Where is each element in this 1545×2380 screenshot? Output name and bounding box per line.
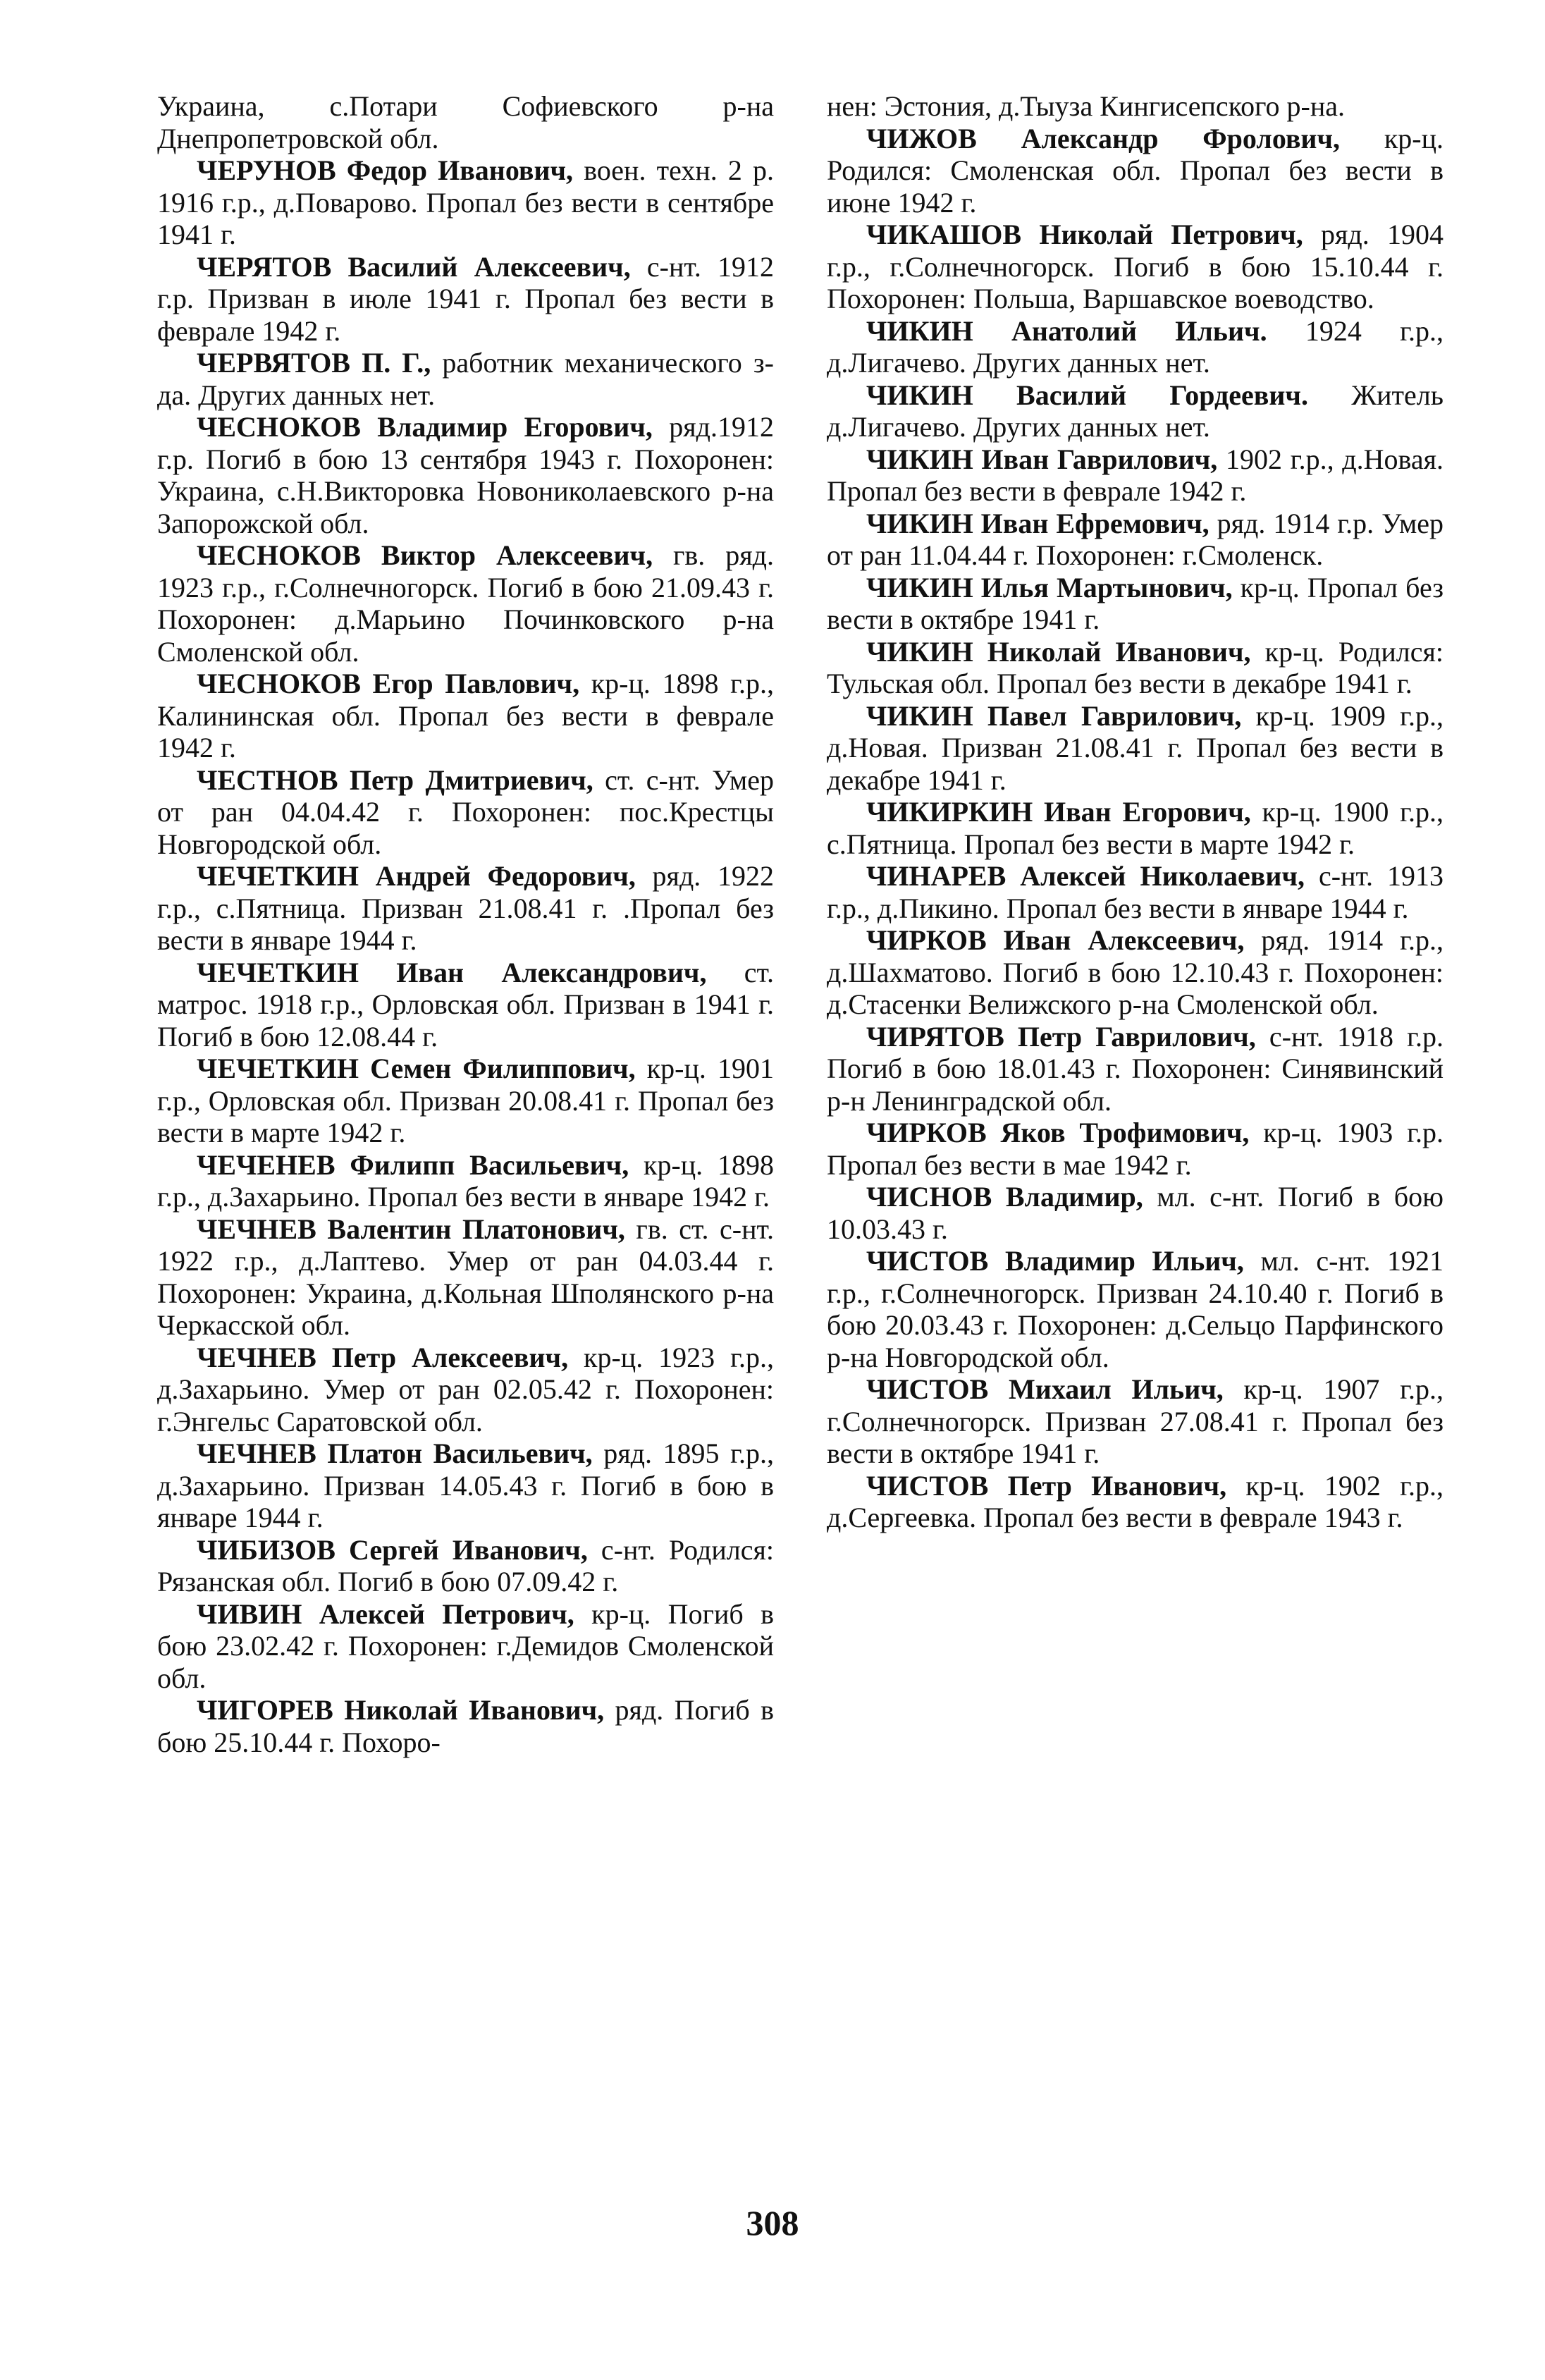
left-column (157, 90, 774, 1758)
register-entry (827, 219, 1444, 315)
register-entry (157, 668, 774, 764)
entry-name: ЧЕРУНОВ Федор Иванович, (197, 154, 574, 186)
register-entry (157, 90, 774, 154)
register-entry (157, 1053, 774, 1149)
entry-text: кр-ц. 1900 г.р., с.Пятница. Пропал без вести в марте 1942 г. (827, 796, 1444, 860)
entry-name: ЧИБИЗОВ Сергей Иванович, (197, 1533, 588, 1566)
entry-name: ЧИКИН Иван Ефремович, (866, 507, 1209, 539)
entry-text: ряд. 1904 г.р., г.Солнечногорск. Погиб в бою 15.10.44 г. Похоронен: Польша, Варшавское воеводство. (827, 219, 1444, 314)
entry-name: ЧИСНОВ Владимир, (866, 1181, 1143, 1213)
entry-name: ЧИСТОВ Михаил Ильич, (866, 1373, 1224, 1405)
entry-text: кр-ц. Пропал без вести в октябре 1941 г. (827, 571, 1444, 635)
entry-text: с-нт. 1912 г.р. Призван в июле 1941 г. Пропал без вести в феврале 1942 г. (157, 250, 774, 347)
register-entry (827, 123, 1444, 219)
entry-text: с-нт. 1913 г.р., д.Пикино. Пропал без вести в январе 1944 г. (827, 860, 1444, 924)
entry-name: ЧЕСТНОВ Петр Дмитриевич, (197, 763, 593, 796)
entry-text: кр-ц. 1903 г.р. Пропал без вести в мае 1942 г. (827, 1117, 1444, 1181)
register-entry (827, 700, 1444, 797)
entry-text: кр-ц. Погиб в бою 23.02.42 г. Похоронен: г.Демидов Смоленской обл. (157, 1597, 774, 1694)
register-entry (157, 539, 774, 668)
entry-text: нен: Эстония, д.Тыуза Кингисепского р-на. (827, 90, 1345, 122)
register-entry (157, 347, 774, 411)
entry-text: Житель д.Лигачево. Других данных нет. (827, 379, 1444, 443)
register-entry (827, 1181, 1444, 1245)
entry-name: ЧЕЧЕТКИН Семен Филиппович, (197, 1053, 636, 1084)
entry-text: кр-ц. 1923 г.р., д.Захарьино. Умер от ран 02.05.42 г. Похоронен: г.Энгельс Саратовской обл. (157, 1341, 775, 1437)
entry-text: ряд. Погиб в бою 25.10.44 г. Похоро- (157, 1694, 774, 1758)
entry-name: ЧЕСНОКОВ Виктор Алексеевич, (197, 539, 653, 571)
entry-text: мл. с-нт. 1921 г.р., г.Солнечногорск. Призван 24.10.40 г. Погиб в бою 20.03.43 г. Похоронен: д.Сельцо Парфинского р-на Новгородской обл. (827, 1245, 1444, 1373)
entry-name: ЧИГОРЕВ Николай Иванович, (197, 1694, 605, 1726)
right-column (827, 90, 1444, 1534)
entry-text: ряд. 1914 г.р. Умер от ран 11.04.44 г. Похоронен: г.Смоленск. (827, 507, 1444, 571)
entry-text: ряд. 1914 г.р., д.Шахматово. Погиб в бою 12.10.43 г. Похоронен: д.Стасенки Велижского р-на Смоленской обл. (827, 924, 1444, 1020)
entry-name: ЧЕЧНЕВ Петр Алексеевич, (197, 1341, 569, 1373)
entry-name: ЧИКИН Павел Гаврилович, (866, 699, 1242, 732)
entry-name: ЧИЖОВ Александр Фролович, (866, 122, 1341, 154)
entry-name: ЧЕРЯТОВ Василий Алексеевич, (197, 250, 631, 283)
register-entry (157, 1437, 774, 1534)
register-entry (827, 1373, 1444, 1470)
register-entry (827, 860, 1444, 924)
register-entry (157, 411, 774, 539)
entry-text: гв. ст. с-нт. 1922 г.р., д.Лаптево. Умер от ран 04.03.44 г. Похоронен: Украина, д.Кольная Шполянского р-на Черкасской обл. (157, 1213, 774, 1341)
entry-name: ЧИНАРЕВ Алексей Николаевич, (866, 860, 1305, 892)
register-entry (157, 1149, 774, 1213)
register-entry (827, 924, 1444, 1021)
register-entry (827, 1021, 1444, 1117)
page-number: 308 (746, 2203, 799, 2243)
entry-name: ЧИКИН Василий Гордеевич. (866, 379, 1308, 411)
entry-text: гв. ряд. 1923 г.р., г.Солнечногорск. Погиб в бою 21.09.43 г. Похоронен: д.Марьино Починковского р-на Смоленской обл. (157, 539, 774, 668)
entry-text: ст. матрос. 1918 г.р., Орловская обл. Призван в 1941 г. Погиб в бою 12.08.44 г. (157, 956, 774, 1053)
entry-name: ЧИКИН Николай Иванович, (866, 635, 1251, 668)
entry-name: ЧИСТОВ Петр Иванович, (866, 1469, 1227, 1502)
entry-name: ЧИРКОВ Иван Алексеевич, (866, 924, 1245, 956)
register-entry (827, 443, 1444, 508)
entry-text: ряд.1912 г.р. Погиб в бою 13 сентября 1943 г. Похоронен: Украина, с.Н.Викторовка Новониколаевского р-на Запорожской обл. (157, 411, 775, 539)
register-entry (827, 636, 1444, 700)
register-entry (827, 379, 1444, 443)
register-entry (157, 1534, 774, 1598)
entry-name: ЧЕСНОКОВ Владимир Егорович, (197, 411, 653, 443)
entry-name: ЧИВИН Алексей Петрович, (197, 1597, 574, 1630)
entry-name: ЧИСТОВ Владимир Ильич, (866, 1245, 1244, 1277)
register-entry (157, 860, 774, 957)
entry-name: ЧЕЧНЕВ Валентин Платонович, (197, 1213, 625, 1245)
entry-name: ЧИКИН Илья Мартынович, (866, 571, 1233, 603)
register-entry (827, 90, 1444, 123)
entry-name: ЧЕЧНЕВ Платон Васильевич, (197, 1437, 593, 1469)
entry-name: ЧИКАШОВ Николай Петрович, (866, 219, 1303, 250)
entry-name: ЧИРКОВ Яков Трофимович, (866, 1117, 1250, 1148)
entry-text: воен. техн. 2 р. 1916 г.р., д.Поварово. Пропал без вести в сентябре 1941 г. (157, 154, 774, 250)
entry-text: кр-ц. 1909 г.р., д.Новая. Призван 21.08.41 г. Пропал без вести в декабре 1941 г. (827, 699, 1444, 796)
entry-text: кр-ц. 1907 г.р., г.Солнечногорск. Призван 27.08.41 г. Пропал без вести в октябре 1941 г. (827, 1373, 1444, 1469)
entry-name: ЧЕЧЕТКИН Иван Александрович, (197, 956, 707, 988)
entry-text: кр-ц. 1902 г.р., д.Сергеевка. Пропал без вести в феврале 1943 г. (827, 1469, 1444, 1533)
register-entry (827, 508, 1444, 572)
entry-name: ЧИКИН Иван Гаврилович, (866, 443, 1218, 475)
entry-name: ЧИКИРКИН Иван Егорович, (866, 796, 1251, 828)
entry-name: ЧИРЯТОВ Петр Гаврилович, (866, 1020, 1256, 1053)
register-entry (827, 572, 1444, 636)
entry-name: ЧИКИН Анатолий Ильич. (866, 314, 1267, 347)
entry-text: 1924 г.р., д.Лигачево. Других данных нет. (827, 314, 1444, 379)
register-entry (157, 1213, 774, 1342)
register-entry (827, 1470, 1444, 1534)
register-entry (157, 251, 774, 348)
entry-text: кр-ц. 1898 г.р., Калининская обл. Пропал без вести в феврале 1942 г. (157, 668, 774, 763)
entry-text: кр-ц. 1901 г.р., Орловская обл. Призван 20.08.41 г. Пропал без вести в марте 1942 г. (157, 1053, 774, 1148)
entry-text: 1902 г.р., д.Новая. Пропал без вести в феврале 1942 г. (827, 443, 1444, 507)
register-entry (827, 315, 1444, 379)
register-entry (827, 1117, 1444, 1181)
entry-text: ряд. 1922 г.р., с.Пятница. Призван 21.08.41 г. .Пропал без вести в январе 1944 г. (157, 860, 774, 956)
register-entry (157, 1598, 774, 1695)
entry-text: кр-ц. Родился: Тульская обл. Пропал без вести в декабре 1941 г. (827, 635, 1444, 699)
entry-name: ЧЕСНОКОВ Егор Павлович, (197, 668, 580, 699)
register-entry (157, 154, 774, 251)
entry-text: ряд. 1895 г.р., д.Захарьино. Призван 14.05.43 г. Погиб в бою в январе 1944 г. (157, 1437, 774, 1533)
register-entry (157, 764, 774, 861)
entry-text: с-нт. Родился: Рязанская обл. Погиб в бою 07.09.42 г. (157, 1533, 774, 1597)
register-entry (157, 1342, 774, 1438)
entry-text: кр-ц. Родился: Смоленская обл. Пропал без вести в июне 1942 г. (827, 122, 1444, 219)
entry-name: ЧЕЧЕТКИН Андрей Федорович, (197, 860, 636, 892)
register-entry (827, 1245, 1444, 1373)
entry-text: мл. с-нт. Погиб в бою 10.03.43 г. (827, 1181, 1444, 1245)
register-entry (157, 1694, 774, 1758)
entry-name: ЧЕРВЯТОВ П. Г., (197, 347, 431, 379)
entry-text: ст. с-нт. Умер от ран 04.04.42 г. Похоронен: пос.Крестцы Новгородской обл. (157, 763, 774, 860)
entry-text: с-нт. 1918 г.р. Погиб в бою 18.01.43 г. Похоронен: Синявинский р-н Ленинградской обл. (827, 1020, 1444, 1117)
register-entry (827, 796, 1444, 860)
entry-text: кр-ц. 1898 г.р., д.Захарьино. Пропал без вести в январе 1942 г. (157, 1148, 774, 1213)
register-entry (157, 957, 774, 1053)
entry-text: работник механического з-да. Других данных нет. (157, 347, 774, 411)
entry-name: ЧЕЧЕНЕВ Филипп Васильевич, (197, 1148, 629, 1181)
entry-text: Украина, с.Потари Софиевского р-на Днепропетровской обл. (157, 90, 774, 154)
